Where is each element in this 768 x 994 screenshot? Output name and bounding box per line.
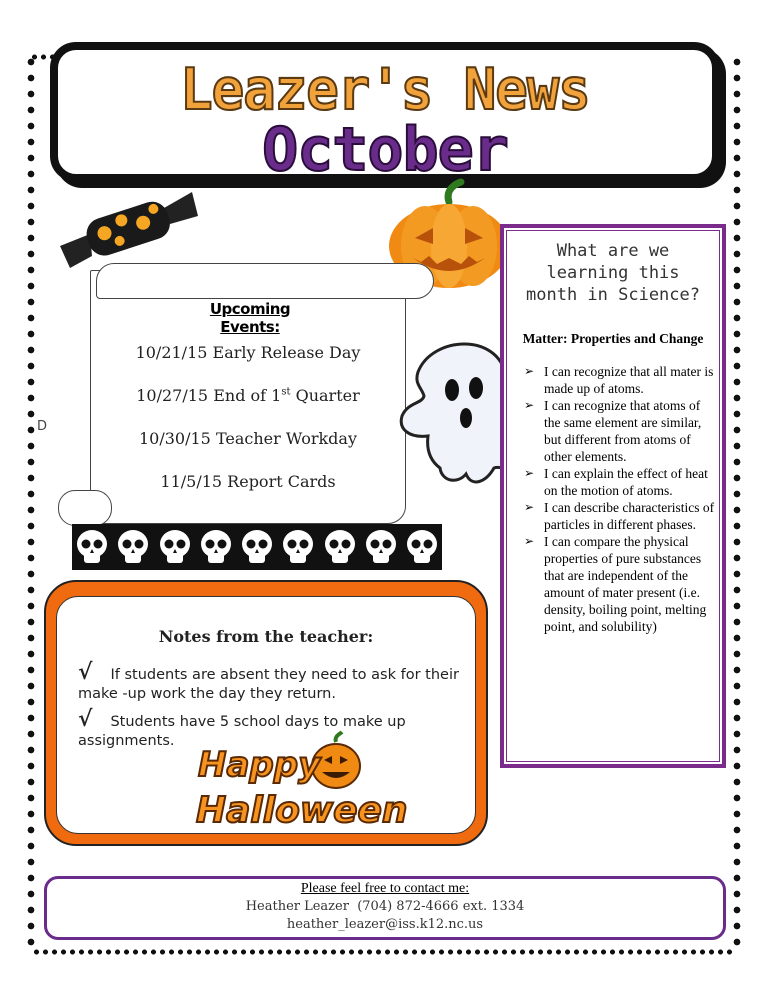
arrow-bullet-icon: ➢ <box>524 398 535 412</box>
arrow-bullet-icon: ➢ <box>524 364 535 378</box>
candy-icon <box>52 186 202 272</box>
science-goal <box>524 533 718 635</box>
skull-icon <box>240 528 274 566</box>
skull-icon <box>158 528 192 566</box>
skull-icon <box>405 528 439 566</box>
newsletter-title: Leazer's News <box>180 56 590 123</box>
event-text: End of 1 <box>213 386 282 405</box>
events-heading: Upcoming Events: <box>209 300 291 336</box>
event-item <box>100 472 396 491</box>
skull-icon <box>116 528 150 566</box>
event-item <box>100 429 396 448</box>
arrow-bullet-icon: ➢ <box>524 534 535 548</box>
science-goal <box>524 465 718 499</box>
event-text: Report Cards <box>227 472 336 491</box>
skull-icon <box>281 528 315 566</box>
events-scroll-top <box>96 263 434 299</box>
page-border-right <box>733 54 741 950</box>
note-text: Students have 5 school days to make up assignments. <box>78 714 406 749</box>
event-sup: st <box>281 386 291 398</box>
science-goal <box>524 363 718 397</box>
happy-halloween-graphic <box>190 732 408 831</box>
contact-heading: Please feel free to contact me: <box>300 881 470 896</box>
event-text-after: Quarter <box>290 386 360 405</box>
science-goal-text: I can explain the effect of heat on the motion of atoms. <box>544 466 708 498</box>
science-goal-text: I can recognize that atoms of the same element are similar, but different from atoms of other elements. <box>544 398 702 464</box>
science-goals <box>524 363 718 755</box>
science-question: What are we learning this month in Science? <box>526 241 700 305</box>
skull-icon <box>364 528 398 566</box>
science-goal-text: I can compare the physical properties of pure substances that are independent of the amount of mater present (i.e. density, boiling point, melting point, and solubility) <box>544 534 707 634</box>
check-mark-icon: √ <box>78 706 93 732</box>
arrow-bullet-icon: ➢ <box>524 466 535 480</box>
event-text: Early Release Day <box>212 343 361 362</box>
newsletter-header <box>50 42 720 185</box>
event-date: 10/27/15 <box>136 386 209 405</box>
skull-icon <box>199 528 233 566</box>
event-date: 11/5/15 <box>160 472 223 491</box>
skull-strip <box>72 524 442 570</box>
side-mark: D <box>37 419 48 434</box>
contact-name-phone: Heather Leazer (704) 872-4666 ext. 1334 <box>245 899 525 914</box>
science-goal-text: I can recognize that all mater is made up of atoms. <box>544 364 714 396</box>
page-border-bottom <box>32 949 732 955</box>
note-item <box>78 659 478 704</box>
halloween-text: Halloween <box>196 790 408 831</box>
event-item <box>100 343 396 362</box>
science-goal-text: I can describe characteristics of particles in different phases. <box>544 500 715 532</box>
newsletter-month: October <box>262 115 508 185</box>
science-goal <box>524 499 718 533</box>
page-border-left <box>27 54 35 950</box>
note-text: If students are absent they need to ask for their make -up work the day they return. <box>78 667 459 702</box>
science-goal <box>524 397 718 465</box>
event-text: Teacher Workday <box>215 429 357 448</box>
event-date: 10/30/15 <box>138 429 211 448</box>
notes-heading-colon: : <box>367 627 374 646</box>
happy-text: Happy <box>198 745 321 785</box>
contact-email[interactable]: heather_leazer@iss.k12.nc.us <box>286 917 484 932</box>
arrow-bullet-icon: ➢ <box>524 500 535 514</box>
check-mark-icon: √ <box>78 659 93 685</box>
event-date: 10/21/15 <box>135 343 208 362</box>
skull-icon <box>323 528 357 566</box>
notes-heading <box>56 627 476 646</box>
event-item <box>100 386 396 405</box>
notes-heading-text: Notes from the teacher <box>158 627 368 646</box>
science-topic: Matter: Properties and Change <box>522 331 704 346</box>
events-scroll-curl <box>58 490 112 526</box>
skull-icon <box>75 528 109 566</box>
